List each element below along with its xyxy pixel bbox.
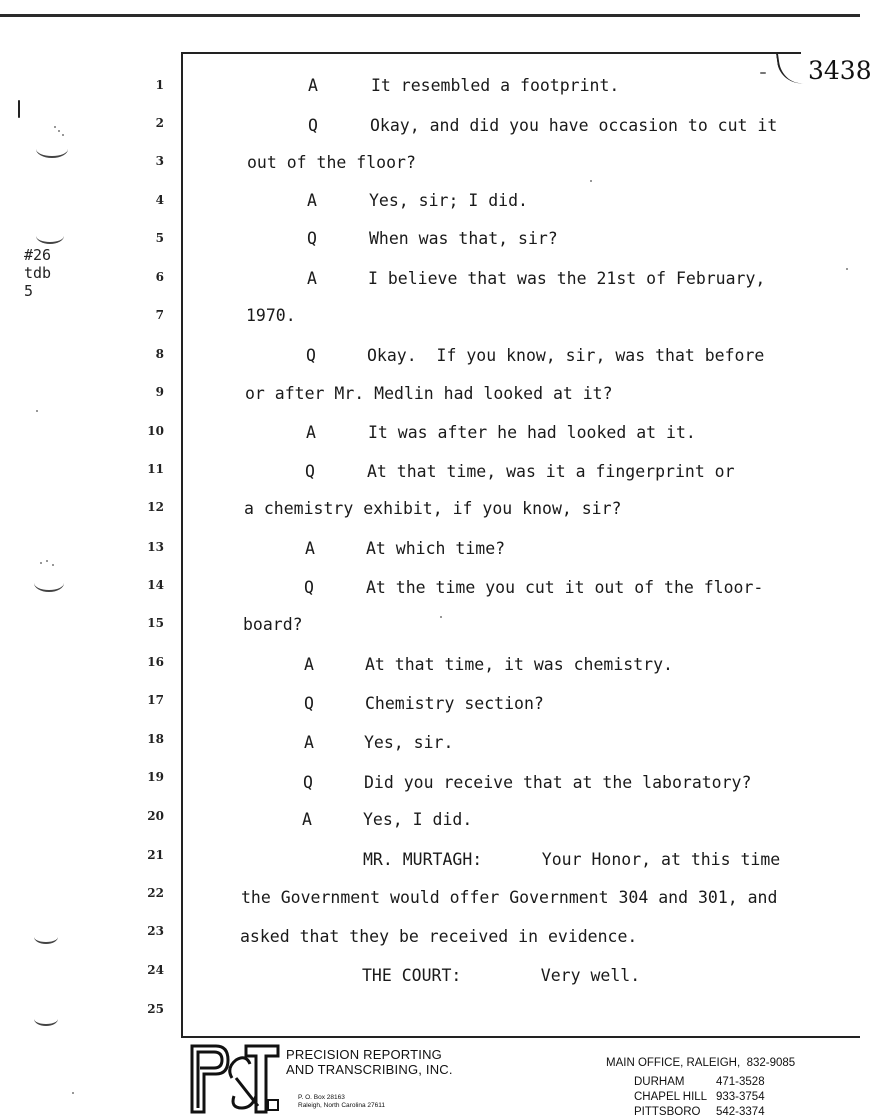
line-number: 18 bbox=[147, 732, 164, 746]
margin-mark bbox=[34, 574, 64, 592]
line-number: 24 bbox=[147, 963, 164, 977]
transcript-line: When was that, sir? bbox=[369, 229, 558, 248]
line-number: 21 bbox=[147, 848, 164, 862]
line-number: 15 bbox=[147, 616, 164, 630]
margin-speck bbox=[52, 564, 54, 566]
line-number: 14 bbox=[147, 578, 164, 592]
transcript-line: a chemistry exhibit, if you know, sir? bbox=[244, 499, 622, 518]
transcript-line: THE COURT: Very well. bbox=[362, 966, 641, 985]
transcript-line: I believe that was the 21st of February, bbox=[368, 269, 766, 288]
speaker-label: A bbox=[304, 733, 314, 752]
speaker-label: Q bbox=[304, 694, 314, 713]
transcript-line: At that time, it was chemistry. bbox=[365, 655, 673, 674]
margin-speck bbox=[590, 180, 592, 182]
main-office: MAIN OFFICE, RALEIGH, 832-9085 bbox=[606, 1057, 796, 1069]
speaker-label: Q bbox=[308, 116, 318, 135]
margin-speck bbox=[760, 72, 766, 74]
speaker-label: A bbox=[308, 76, 318, 95]
transcript-line: At that time, was it a fingerprint or bbox=[367, 462, 735, 481]
margin-speck bbox=[54, 126, 56, 128]
office-row bbox=[634, 1090, 795, 1105]
line-number: 25 bbox=[147, 1002, 164, 1016]
transcript-line: Yes, sir; I did. bbox=[369, 191, 528, 210]
office-city: DURHAM bbox=[634, 1076, 685, 1088]
speaker-label: Q bbox=[305, 462, 315, 481]
speaker-label: A bbox=[305, 539, 315, 558]
speaker-label: A bbox=[307, 269, 317, 288]
transcript-line: or after Mr. Medlin had looked at it? bbox=[245, 384, 613, 403]
firm-name-line2: AND TRANSCRIBING, INC. bbox=[286, 1062, 453, 1077]
line-number: 3 bbox=[155, 154, 164, 168]
speaker-label: Q bbox=[306, 346, 316, 365]
line-number: 7 bbox=[155, 308, 164, 322]
speaker-label: Q bbox=[304, 578, 314, 597]
line-number: 4 bbox=[155, 193, 164, 207]
transcript-line: Yes, I did. bbox=[363, 810, 473, 829]
line-number: 10 bbox=[147, 424, 164, 438]
margin-speck bbox=[72, 1092, 74, 1094]
transcript-line: It resembled a footprint. bbox=[371, 76, 620, 95]
firm-name bbox=[286, 1047, 453, 1077]
speaker-label: A bbox=[306, 423, 316, 442]
transcript-line: asked that they be received in evidence. bbox=[240, 927, 638, 946]
transcript-frame-left bbox=[181, 52, 183, 1037]
line-number: 19 bbox=[147, 770, 164, 784]
margin-mark bbox=[36, 228, 64, 244]
line-number: 22 bbox=[147, 886, 164, 900]
line-number: 13 bbox=[147, 540, 164, 554]
speaker-label: Q bbox=[303, 773, 313, 792]
office-phone: 933-3754 bbox=[716, 1091, 765, 1103]
transcript-line: Okay, and did you have occasion to cut it bbox=[370, 116, 778, 135]
line-number: 16 bbox=[147, 655, 164, 669]
line-number: 1 bbox=[155, 78, 164, 92]
speaker-label: A bbox=[307, 191, 317, 210]
margin-note-line: #26 bbox=[24, 246, 52, 264]
margin-note-line: 5 bbox=[24, 282, 34, 300]
margin-speck bbox=[46, 560, 48, 562]
line-number: 17 bbox=[147, 693, 164, 707]
transcript-line: MR. MURTAGH: Your Honor, at this time bbox=[363, 850, 781, 869]
margin-note bbox=[24, 246, 51, 300]
line-number: 9 bbox=[155, 385, 164, 399]
line-number: 20 bbox=[147, 809, 164, 823]
firm-name-line1: PRECISION REPORTING bbox=[286, 1047, 442, 1062]
margin-speck bbox=[36, 410, 38, 412]
office-city: CHAPEL HILL bbox=[634, 1091, 708, 1103]
line-number: 2 bbox=[155, 116, 164, 130]
page-number: 3438 bbox=[808, 56, 872, 85]
margin-speck bbox=[440, 616, 442, 618]
speaker-label: Q bbox=[307, 229, 317, 248]
office-list bbox=[606, 1057, 795, 1120]
margin-mark bbox=[34, 1012, 58, 1026]
margin-speck bbox=[18, 100, 20, 118]
office-phone: 471-3528 bbox=[716, 1076, 765, 1088]
transcript-line: Yes, sir. bbox=[364, 733, 454, 752]
transcript-line: At which time? bbox=[366, 539, 506, 558]
firm-address-line2: Raleigh, North Carolina 27611 bbox=[298, 1102, 385, 1109]
transcript-frame-bottom bbox=[181, 1036, 860, 1038]
transcript-line: board? bbox=[243, 615, 303, 634]
office-city: PITTSBORO bbox=[634, 1106, 701, 1118]
firm-address-line1: P. O. Box 28163 bbox=[298, 1094, 345, 1101]
margin-speck bbox=[58, 130, 60, 132]
top-rule bbox=[0, 14, 860, 17]
transcript-line: Chemistry section? bbox=[365, 694, 544, 713]
line-number: 5 bbox=[155, 231, 164, 245]
transcript-line: 1970. bbox=[246, 306, 296, 325]
transcript-line: Did you receive that at the laboratory? bbox=[364, 773, 752, 792]
margin-mark bbox=[34, 930, 58, 944]
company-logo bbox=[186, 1038, 282, 1116]
transcript-line: out of the floor? bbox=[247, 153, 416, 172]
margin-speck bbox=[40, 562, 42, 564]
speaker-label: A bbox=[304, 655, 314, 674]
speaker-label: A bbox=[302, 810, 312, 829]
office-row bbox=[634, 1075, 795, 1090]
margin-mark bbox=[36, 140, 68, 158]
firm-address bbox=[298, 1094, 385, 1110]
line-number: 11 bbox=[147, 462, 164, 476]
transcript-line: Okay. If you know, sir, was that before bbox=[367, 346, 765, 365]
office-row bbox=[634, 1105, 795, 1120]
margin-speck bbox=[846, 268, 848, 270]
transcript-frame-top bbox=[181, 52, 801, 54]
line-number: 8 bbox=[155, 347, 164, 361]
line-number: 23 bbox=[147, 924, 164, 938]
transcript-line: At the time you cut it out of the floor- bbox=[366, 578, 764, 597]
line-number: 6 bbox=[155, 270, 164, 284]
line-number: 12 bbox=[147, 500, 164, 514]
office-phone: 542-3374 bbox=[716, 1106, 765, 1118]
margin-note-line: tdb bbox=[24, 264, 52, 282]
transcript-line: the Government would offer Government 304 and 301, and bbox=[241, 888, 778, 907]
transcript-line: It was after he had looked at it. bbox=[368, 423, 696, 442]
margin-speck bbox=[62, 134, 64, 136]
